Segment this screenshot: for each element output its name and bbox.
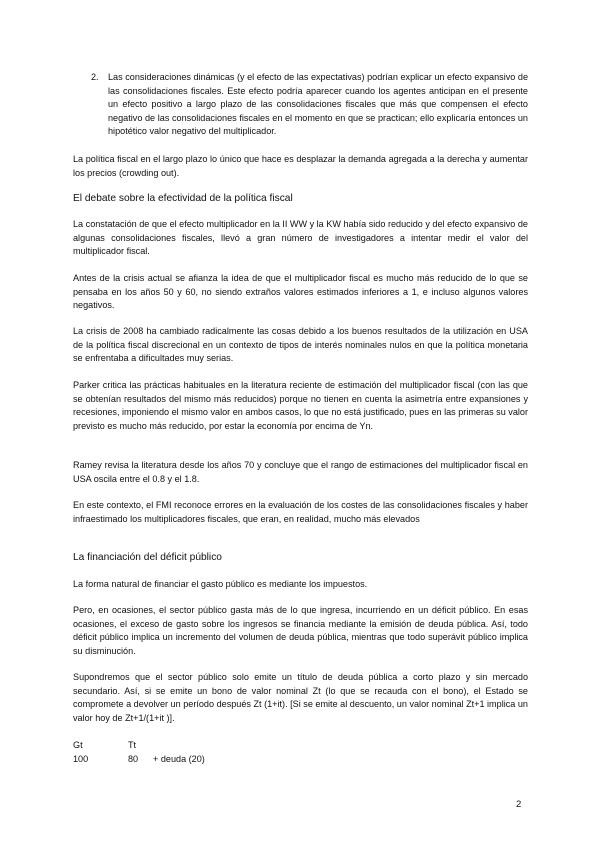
paragraph-crisis-2008: La crisis de 2008 ha cambiado radicalmente las cosas debido a los buenos resultados de la utilización en USA de la política fiscal discrecional en un contexto de tipos de interés nominales nulos en que la política monetaria se enfrentaba a dificultades muy serias.: [73, 326, 528, 364]
paragraph-ramey: Ramey revisa la literatura desde los años 70 y concluye que el rango de estimaciones del multiplicador fiscal en USA oscila entre el 0.8 y el 1.8.: [73, 460, 528, 484]
table-header-gt: Gt: [73, 740, 83, 750]
paragraph-deficit: Pero, en ocasiones, el sector público gasta más de lo que ingresa, incurriendo en un déficit público. En esas ocasiones, el exceso de gasto sobre los ingresos se financia mediante la emisión de deuda pública. Así, todo déficit público implica un incremento del volumen de deuda pública, mientras que todo superávit público implica su disminución.: [73, 605, 528, 656]
paragraph-parker: Parker critica las prácticas habituales en la literatura reciente de estimación del multiplicador fiscal (con las que se obtenían resultados del mismo más reducidos) porque no tienen en cuenta la asimetría entre expansiones y recesiones, imponiendo el mismo valor en ambos casos, lo que no está justificado, pues en las primeras su valor previsto es mucho más reducido, por estar la economía por encima de Yn.: [73, 380, 528, 431]
paragraph-multiplier-measurement: La constatación de que el efecto multiplicador en la II WW y la KW había sido reducido y del efecto expansivo de algunas consolidaciones fiscales, llevó a gran número de investigadores a intentar medir el valor del multiplicador fiscal.: [73, 219, 528, 257]
paragraph-deuda: Supondremos que el sector público solo emite un título de deuda pública a corto plazo y sin mercado secundario. Así, si se emite un bono de valor nominal Zt (lo que se recauda con el bono), el Estado se compromete a devolver un período después Zt (1+it). [Si se emite al descuento, un valor nominal Zt+1 implica un valor hoy de Zt+1/(1+it )].: [73, 672, 528, 723]
paragraph-crowding-out: La política fiscal en el largo plazo lo único que hace es desplazar la demanda agregada a la derecha y aumentar los precios (crowding out).: [73, 154, 528, 178]
paragraph-impuestos: La forma natural de financiar el gasto público es mediante los impuestos.: [73, 579, 368, 589]
section-heading-debate: El debate sobre la efectividad de la política fiscal: [73, 193, 293, 204]
table-cell-deuda: + deuda (20): [153, 754, 205, 764]
section-heading-financiacion: La financiación del déficit público: [73, 552, 222, 563]
page-number: 2: [516, 799, 522, 810]
table-header-tt: Tt: [128, 740, 137, 750]
table-cell-tt: 80: [128, 754, 139, 764]
paragraph-pre-crisis: Antes de la crisis actual se afianza la idea de que el multiplicador fiscal es mucho más reducido de lo que se pensaba en los años 50 y 60, no siendo extraños valores estimados inferiores a 1, e incluso algunos valores negativos.: [73, 273, 528, 311]
list-item-text: Las consideraciones dinámicas (y el efecto de las expectativas) podrían explicar un efecto expansivo de las consolidaciones fiscales. Este efecto podría aparecer cuando los agentes anticipan en el presente un efecto positivo a largo plazo de las consolidaciones fiscales que más que compensen el efecto negativo de las consolidaciones fiscales en el momento en que se practican; ello explicaría entonces un hipotético valor negativo del multiplicador.: [108, 72, 528, 137]
list-number: 2.: [91, 72, 99, 82]
paragraph-fmi: En este contexto, el FMI reconoce errores en la evaluación de los costes de las consolidaciones fiscales y haber infraestimado los multiplicadores fiscales, que eran, en realidad, mucho más elevados: [73, 500, 528, 524]
table-cell-gt: 100: [73, 754, 89, 764]
